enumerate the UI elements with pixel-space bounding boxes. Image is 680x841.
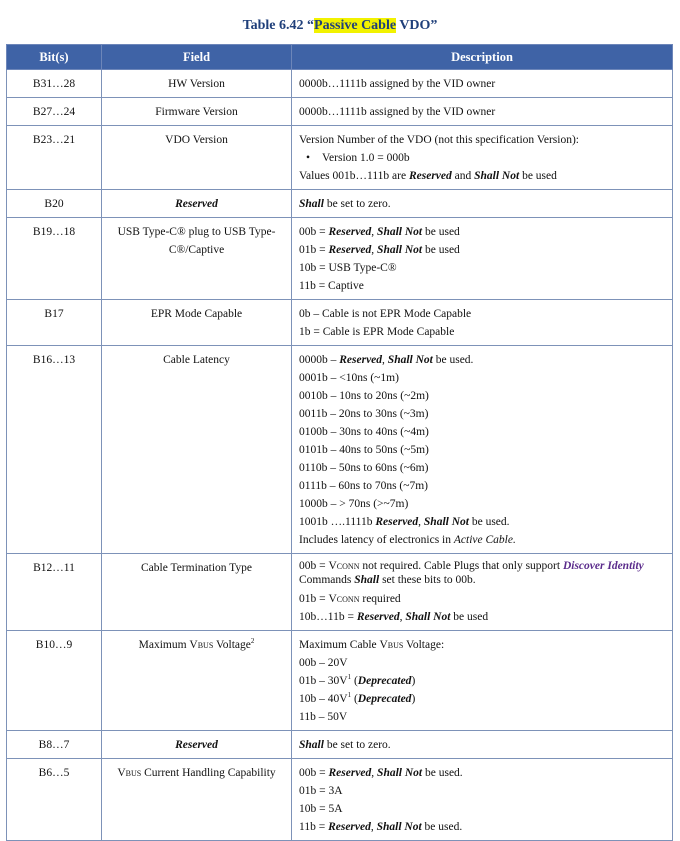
description-cell: Version Number of the VDO (not this specification Version): • Version 1.0 = 000b Values 001b…111b are Reserved and Shall Not be used bbox=[292, 126, 673, 190]
description-cell: Shall be set to zero. bbox=[292, 731, 673, 759]
bits-cell: B17 bbox=[7, 300, 102, 346]
bits-cell: B10…9 bbox=[7, 631, 102, 731]
table-row bbox=[7, 190, 673, 218]
description-cell: 0000b…1111b assigned by the VID owner bbox=[292, 98, 673, 126]
table-row bbox=[7, 98, 673, 126]
header-description: Description bbox=[292, 45, 673, 70]
bits-cell: B31…28 bbox=[7, 70, 102, 98]
header-bits: Bit(s) bbox=[7, 45, 102, 70]
field-cell: Maximum Vbus Voltage$^2$ bbox=[102, 631, 292, 731]
description-cell: Maximum Cable Vbus Voltage: 00b – 20V $01b - 30V^1$ (Deprecated) $10b - 40V^1$ (Deprecated) 11b – 50V bbox=[292, 631, 673, 731]
description-cell: 0b – Cable is not EPR Mode Capable 1b = Cable is EPR Mode Capable bbox=[292, 300, 673, 346]
passive-cable-vdo-table bbox=[6, 44, 673, 841]
description-cell: 0000b…1111b assigned by the VID owner bbox=[292, 70, 673, 98]
description-cell: 0000b – Reserved, Shall Not be used. 0001b – <10ns (~1m) 0010b – 10ns to 20ns (~2m) 0011b – 20ns to 30ns (~3m) 0100b – 30ns to 40ns (~4m) 0101b – 40ns to 50ns (~5m) 0110b – 50ns to 60ns (~6m) 0111b – 60ns to 70ns (~7m) 1000b – > 70ns (>~7m) 1001b ….1111b Reserved, Shall Not be used. Includes latency of electronics in Active Cable. bbox=[292, 346, 673, 554]
bits-cell: B20 bbox=[7, 190, 102, 218]
table-row bbox=[7, 346, 673, 554]
table-row bbox=[7, 554, 673, 631]
bits-cell: B12…11 bbox=[7, 554, 102, 631]
description-cell: 00b = Reserved, Shall Not be used. 01b = 3A 10b = 5A 11b = Reserved, Shall Not be used. bbox=[292, 759, 673, 841]
table-caption: Table 6.42 “Passive Cable VDO” bbox=[242, 18, 438, 33]
table-row bbox=[7, 759, 673, 841]
bits-cell: B23…21 bbox=[7, 126, 102, 190]
bits-cell: B6…5 bbox=[7, 759, 102, 841]
header-row bbox=[7, 45, 673, 70]
field-cell: VDO Version bbox=[102, 126, 292, 190]
caption-highlight: Passive Cable bbox=[314, 18, 397, 33]
field-cell: Reserved bbox=[102, 731, 292, 759]
table-row bbox=[7, 300, 673, 346]
table-row bbox=[7, 218, 673, 300]
field-cell: Firmware Version bbox=[102, 98, 292, 126]
bullet-icon: • bbox=[306, 152, 311, 164]
bits-cell: B16…13 bbox=[7, 346, 102, 554]
field-cell: Vbus Current Handling Capability bbox=[102, 759, 292, 841]
bits-cell: B19…18 bbox=[7, 218, 102, 300]
description-cell: 00b = Reserved, Shall Not be used 01b = Reserved, Shall Not be used 10b = USB Type-C® 11b = Captive bbox=[292, 218, 673, 300]
field-cell: EPR Mode Capable bbox=[102, 300, 292, 346]
description-cell: Shall be set to zero. bbox=[292, 190, 673, 218]
header-field: Field bbox=[102, 45, 292, 70]
bits-cell: B8…7 bbox=[7, 731, 102, 759]
table-row bbox=[7, 731, 673, 759]
field-cell: Cable Termination Type bbox=[102, 554, 292, 631]
description-cell: 00b = Vconn not required. Cable Plugs that only support Discover Identity Commands Shall set these bits to 00b. 01b = Vconn required 10b…11b = Reserved, Shall Not be used bbox=[292, 554, 673, 631]
table-row bbox=[7, 631, 673, 731]
table-row bbox=[7, 126, 673, 190]
field-cell: USB Type-C® plug to USB Type-C®/Captive bbox=[102, 218, 292, 300]
field-cell: Cable Latency bbox=[102, 346, 292, 554]
bits-cell: B27…24 bbox=[7, 98, 102, 126]
table-row bbox=[7, 70, 673, 98]
field-cell: HW Version bbox=[102, 70, 292, 98]
field-cell: Reserved bbox=[102, 190, 292, 218]
